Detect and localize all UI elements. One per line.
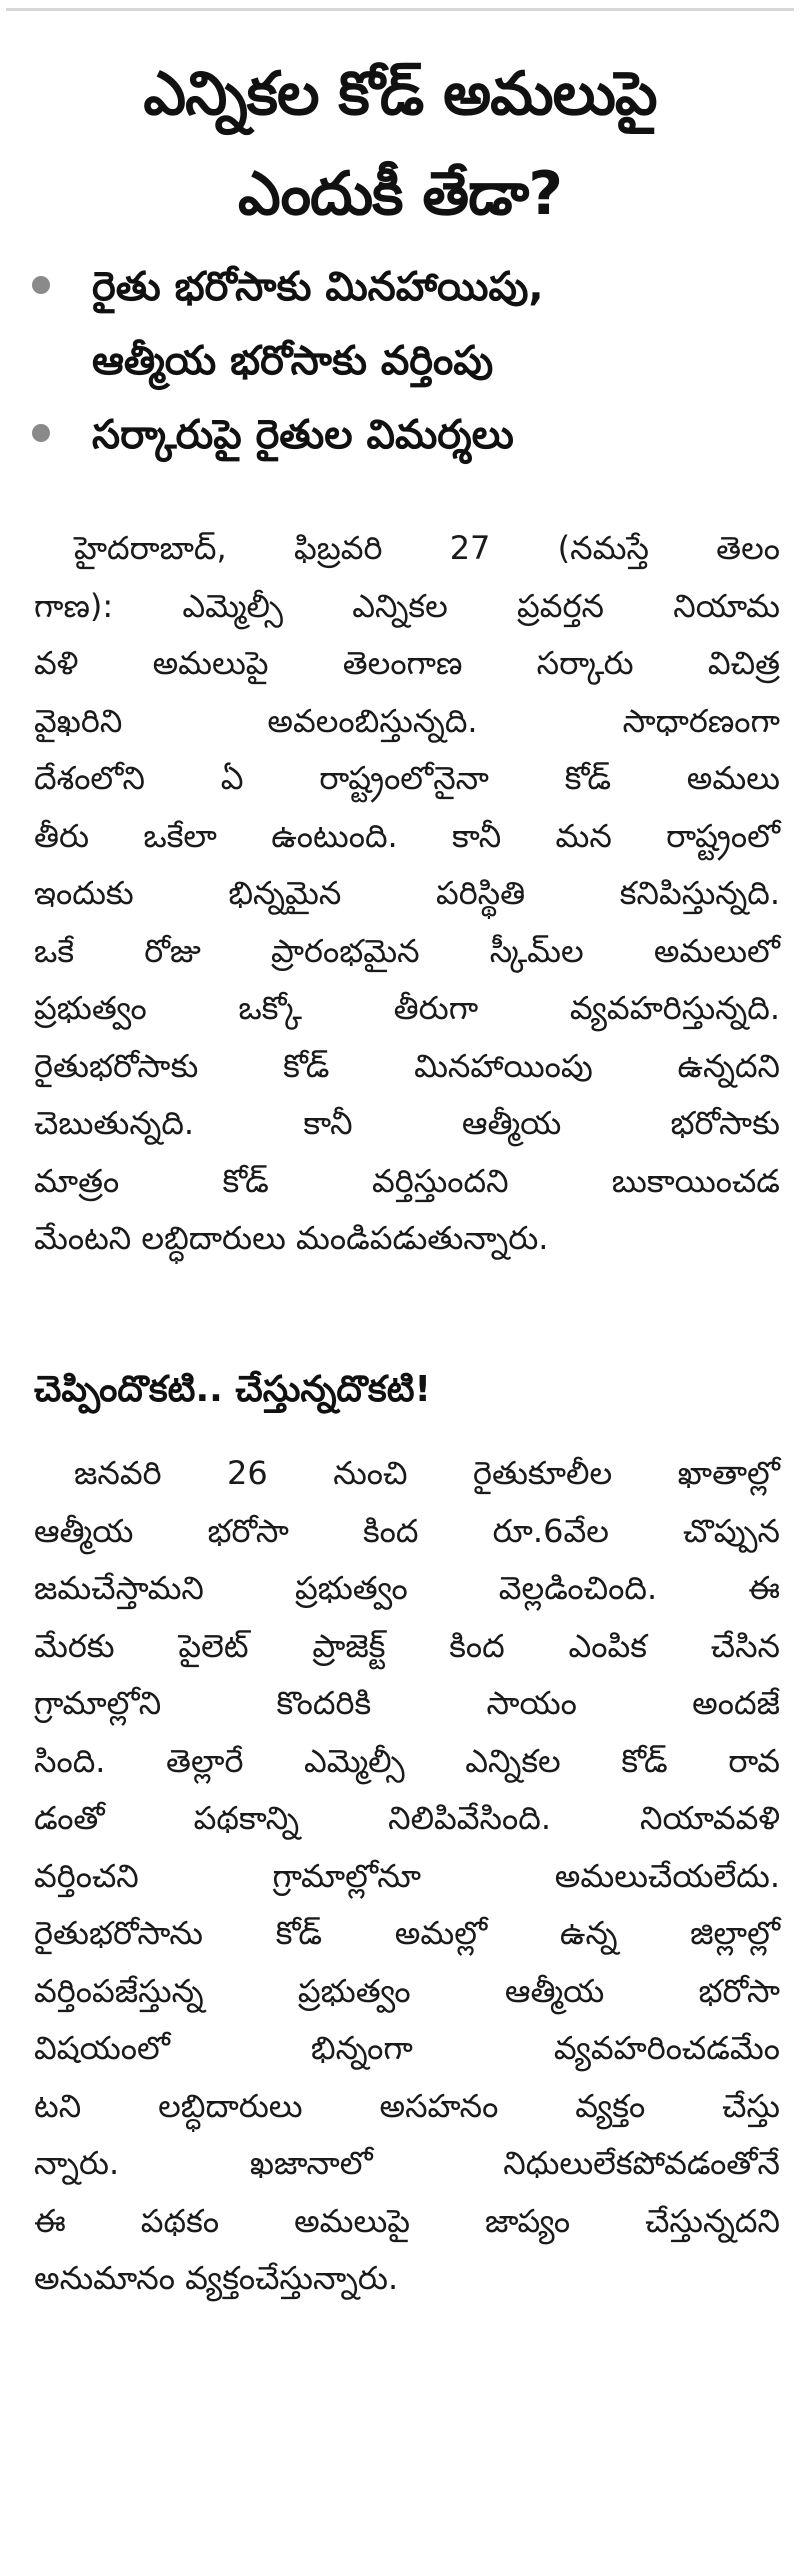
paragraph-line: న్నారు. ఖజానాలో నిధులులేకపోవడంతోనే [34,2144,780,2182]
bullet-item [22,398,784,472]
article-paragraph-2 [34,1445,780,2308]
paragraph-line: వర్తించని గ్రామాల్లోనూ అమలుచేయలేదు. [34,1856,780,1895]
paragraph-line: మేంటని లబ్ధిదారులు మండిపడుతున్నారు. [34,1219,549,1257]
paragraph-line: ఇందుకు భిన్నమైన పరిస్థితి కనిపిస్తున్నది. [34,874,780,912]
headline-line-2: ఎందుకీ తేడా? [237,159,563,229]
paragraph-line: విషయంలో భిన్నంగా వ్యవహరించడమేం [34,2029,780,2067]
paragraph-line: హైదరాబాద్, ఫిబ్రవరి 27 (నమస్తే తెలం [74,529,780,567]
paragraph-line: జమచేస్తామని ప్రభుత్వం వెల్లడించింది. ఈ [34,1569,780,1607]
bullet-line: రైతు భరోసాకు మినహాయిపు, [92,264,544,310]
bullet-dot-icon [32,276,50,294]
paragraph-line: అనుమానం వ్యక్తంచేస్తున్నారు. [34,2259,399,2297]
bullet-line: ఆత్మీయ భరోసాకు వర్తింపు [92,338,494,384]
headline [20,44,780,244]
paragraph-line: చెబుతున్నది. కానీ ఆత్మీయ భరోసాకు [34,1104,780,1142]
paragraph-line: ఆత్మీయ భరోసా కింద రూ.6వేల చొప్పున [34,1511,780,1550]
paragraph-line: డంతో పథకాన్ని నిలిపివేసింది. నియావవళి [34,1799,780,1837]
article-paragraph-1 [34,520,780,1268]
bullet-item [22,250,784,398]
paragraph-line: ఈ పథకం అమలుపై జాప్యం చేస్తున్నదని [34,2201,780,2240]
section-subheading: చెప్పిందొకటి.. చేస్తున్నదొకటి! [34,1369,431,1410]
paragraph-line: ఒకే రోజు ప్రారంభమైన స్కీమ్‌ల అమలులో [34,931,780,970]
headline-line-1: ఎన్నికల కోడ్ అమలుపై [143,59,657,129]
paragraph-line: వర్తింపజేస్తున్న ప్రభుత్వం ఆత్మీయ భరోసా [34,1971,780,2010]
top-divider [6,8,794,11]
paragraph-line: మాత్రం కోడ్ వర్తిస్తుందని బుకాయించడ [34,1161,780,1200]
paragraph-line: దేశంలోని ఏ రాష్ట్రంలోనైనా కోడ్ అమలు [34,759,780,797]
bullet-line: సర్కారుపై రైతుల విమర్శలు [92,412,514,458]
paragraph-line: మేరకు పైలెట్ ప్రాజెక్ట్ కింద ఎంపిక చేసిన [34,1626,780,1665]
paragraph-line: వళి అమలుపై తెలంగాణ సర్కారు విచిత్ర [34,644,780,682]
paragraph-line: ప్రభుత్వం ఒక్కో తీరుగా వ్యవహరిస్తున్నది. [34,989,780,1027]
paragraph-line: రైతుభరోసాను కోడ్ అమల్లో ఉన్న జిల్లాల్లో [34,1914,780,1952]
paragraph-line: తీరు ఒకేలా ఉంటుంది. కానీ మన రాష్ట్రంలో [34,816,780,855]
highlight-bullets [22,250,784,472]
paragraph-line: రైతుభరోసాకు కోడ్ మినహాయింపు ఉన్నదని [34,1046,780,1085]
paragraph-line: గ్రామాల్లోని కొందరికి సాయం అందజే [34,1684,780,1722]
paragraph-line: గాణ): ఎమ్మెల్సీ ఎన్నికల ప్రవర్తన నియామ [34,586,780,625]
paragraph-line: వైఖరిని అవలంబిస్తున్నది. సాధారణంగా [34,701,780,740]
paragraph-line: జనవరి 26 నుంచి రైతుకూలీల ఖాతాల్లో [74,1454,780,1492]
bullet-dot-icon [32,424,50,442]
paragraph-line: సింది. తెల్లారే ఎమ్మెల్సీ ఎన్నికల కోడ్ రావ [34,1741,780,1780]
paragraph-line: టని లబ్ధిదారులు అసహనం వ్యక్తం చేస్తు [34,2086,780,2125]
